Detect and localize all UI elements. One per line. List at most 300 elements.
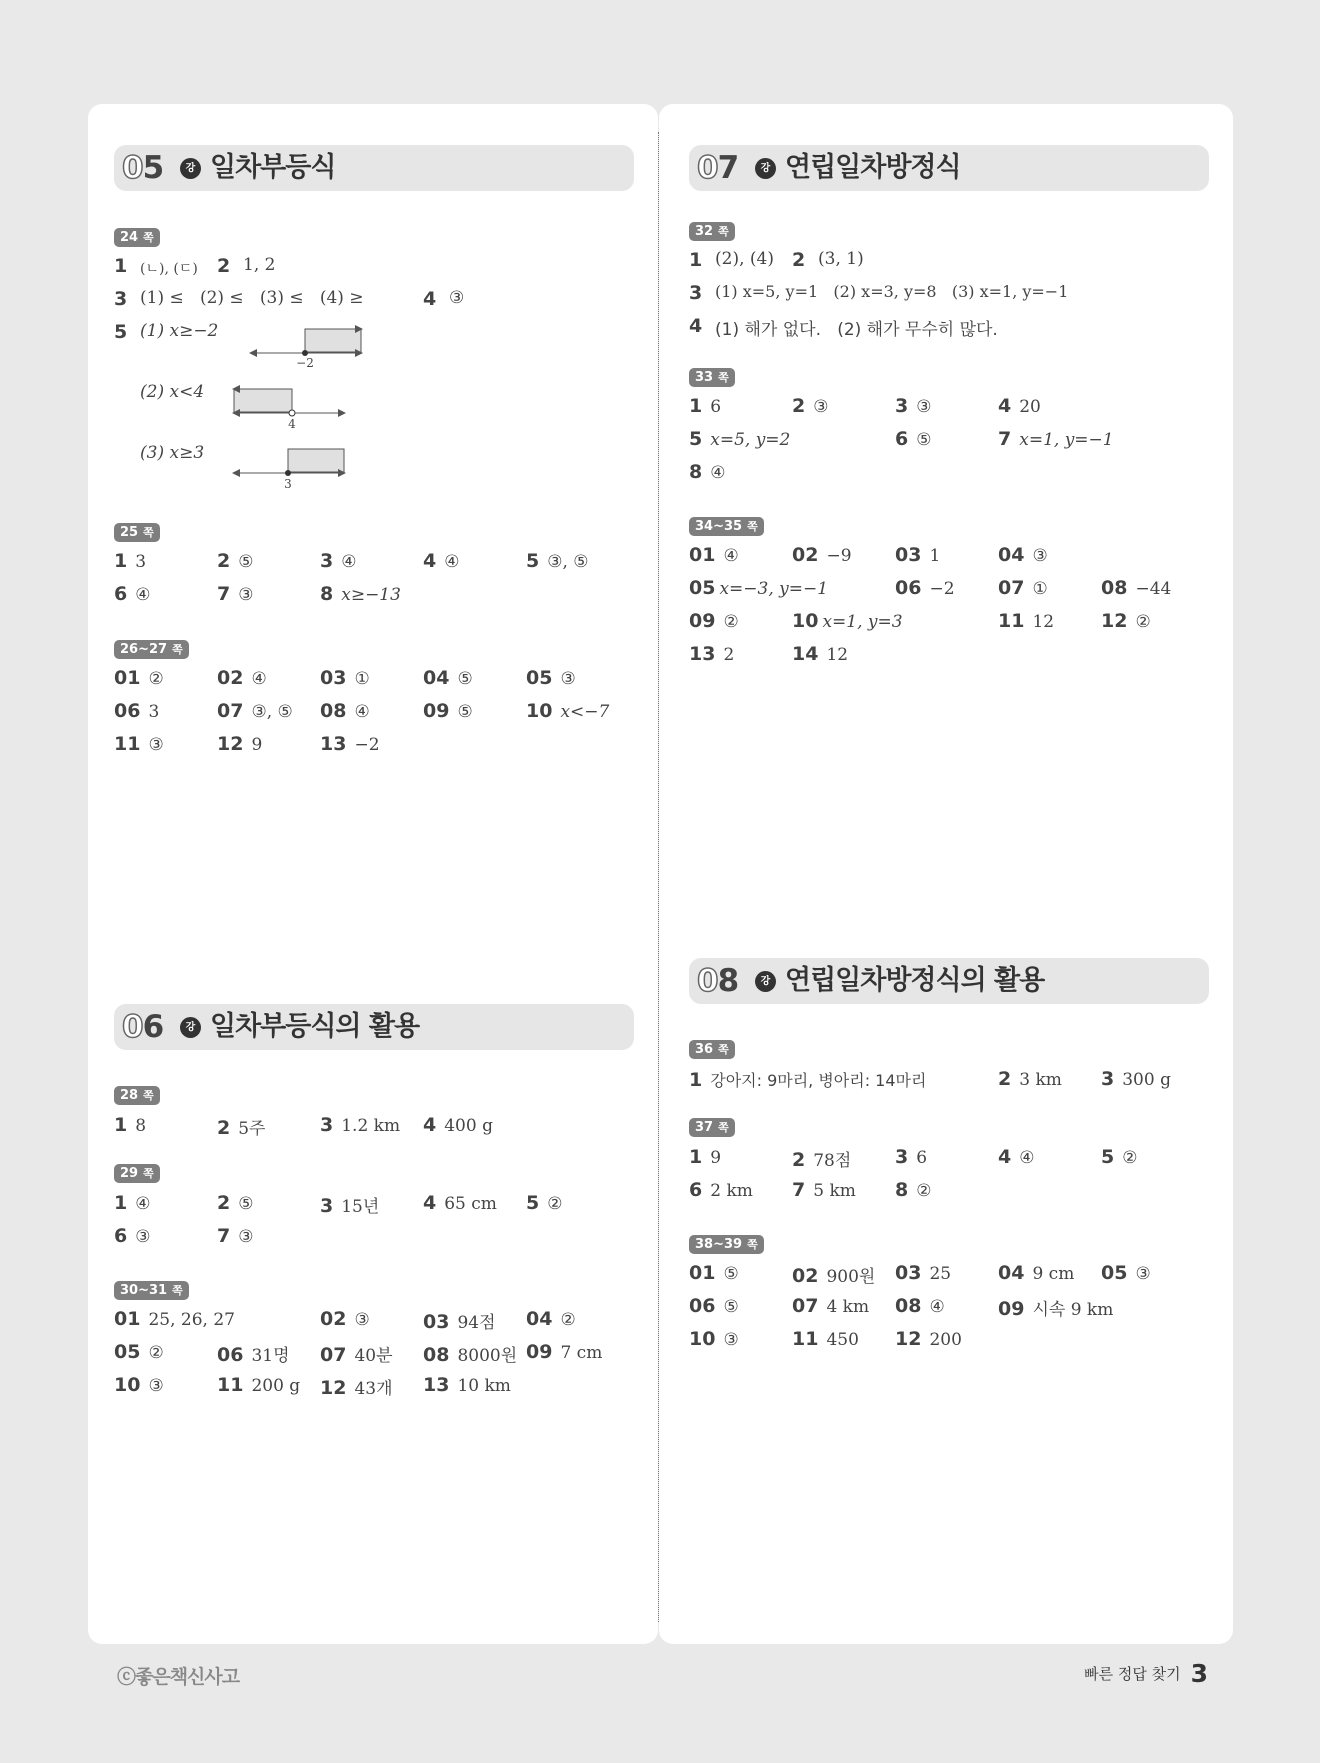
answer-item (423, 700, 473, 722)
answer-text: ③ (238, 585, 254, 605)
question-number: 3 (895, 1146, 909, 1168)
answer-text: 4 km (826, 1297, 870, 1317)
page-number: 30~31 (120, 1283, 168, 1298)
question-number: 10 (689, 1328, 716, 1350)
section-08 (689, 958, 1209, 1350)
question-number: 08 (1101, 577, 1128, 599)
answer-text: 시속 9 km (1032, 1300, 1114, 1320)
answer-text: 12 (1032, 612, 1055, 632)
answer-item (526, 1192, 562, 1214)
page-unit: 쪽 (718, 1121, 729, 1134)
section-05 (114, 145, 634, 755)
answer-item (217, 1374, 300, 1396)
answer-item (792, 1262, 875, 1287)
answer-item (998, 1146, 1034, 1168)
answer-item (217, 1114, 265, 1139)
answer-text: 65 cm (444, 1194, 497, 1214)
page-badge (689, 515, 764, 536)
page-unit: 쪽 (747, 520, 758, 533)
answer-item (423, 550, 459, 572)
answer-text: (ㄴ), (ㄷ) (140, 261, 198, 277)
page-number: 29 (120, 1166, 139, 1181)
footer-label: 빠른 정답 찾기 (1084, 1665, 1181, 1683)
section-number-digit: 0 (122, 150, 143, 186)
page-unit: 쪽 (747, 1238, 758, 1251)
answer-row (689, 1146, 1209, 1179)
answer-text: (2), (4) (715, 249, 774, 269)
answer-row (114, 255, 634, 288)
question-number: 08 (895, 1295, 922, 1317)
answer-text: (3, 1) (818, 249, 864, 269)
answer-text: ③ (916, 397, 932, 417)
question-number: 5 (526, 1192, 540, 1214)
answer-text: 3 (148, 702, 160, 722)
answer-text: 25, 26, 27 (148, 1310, 235, 1330)
question-number: 02 (320, 1308, 347, 1330)
answer-text: ② (148, 669, 164, 689)
question-number: 01 (689, 544, 716, 566)
answer-text: ③ (238, 1227, 254, 1247)
answer-row (689, 1179, 1209, 1212)
answer-item (320, 667, 370, 689)
answers-p25 (114, 550, 634, 616)
section-07 (689, 145, 1209, 665)
answer-item (320, 1374, 393, 1399)
answer-text: ④ (251, 669, 267, 689)
answer-text: (1) x=5, y=1 (2) x=3, y=8 (3) x=1, y=−1 (715, 282, 1069, 301)
answer-text: 300 g (1122, 1070, 1171, 1090)
question-number: 07 (998, 577, 1025, 599)
answer-item (895, 1179, 931, 1201)
answer-item (217, 1192, 253, 1214)
question-number: 05 (689, 577, 716, 599)
question-number: 10 (114, 1374, 141, 1396)
question-number: 12 (320, 1377, 347, 1399)
question-number: 3 (320, 550, 334, 572)
question-number: 09 (423, 700, 450, 722)
page-unit: 쪽 (143, 231, 154, 244)
answer-item (114, 1308, 235, 1330)
answer-text: ③ (560, 669, 576, 689)
answer-text: (3) x≥3 (140, 443, 205, 463)
publisher-logo: ⓒ좋은책신사고 (117, 1666, 240, 1688)
answer-item (895, 428, 931, 450)
question-number: 4 (998, 1146, 1012, 1168)
answer-item (526, 667, 576, 689)
answer-row (114, 1192, 634, 1225)
question-number: 2 (792, 249, 806, 271)
answer-item (998, 1262, 1074, 1284)
answer-text: ③ (1135, 1264, 1151, 1284)
answer-item (320, 733, 380, 755)
answer-item (895, 395, 931, 417)
question-number: 1 (114, 1114, 128, 1136)
answer-item (114, 1225, 150, 1247)
answer-text: x=1, y=3 (822, 612, 903, 632)
answer-text: ⑤ (723, 1297, 739, 1317)
page-unit: 쪽 (172, 643, 183, 656)
answer-item (114, 733, 164, 755)
question-number: 3 (114, 288, 128, 310)
tick-label: 4 (288, 417, 296, 431)
answer-item (320, 700, 370, 722)
answer-row (114, 1308, 634, 1341)
answer-text: 2 (723, 645, 735, 665)
question-number: 03 (423, 1311, 450, 1333)
section-number-digit: 0 (697, 150, 718, 186)
answer-item (895, 544, 940, 566)
answer-item (689, 461, 725, 483)
question-number: 4 (423, 1114, 437, 1136)
answer-row (114, 1225, 634, 1258)
answer-item (217, 667, 267, 689)
question-number: 04 (998, 544, 1025, 566)
question-number: 12 (895, 1328, 922, 1350)
lesson-badge: 강 (755, 158, 776, 179)
answer-text: 6 (916, 1148, 928, 1168)
answer-item (998, 544, 1048, 566)
answer-item (689, 643, 734, 665)
question-number: 02 (792, 544, 819, 566)
section-title: 연립일차방정식의 활용 (785, 965, 1045, 996)
answer-item (792, 544, 852, 566)
answer-text: ④ (710, 463, 726, 483)
answer-item (217, 1225, 253, 1247)
answer-item (792, 1328, 859, 1350)
answer-text: 9 (710, 1148, 722, 1168)
question-number: 12 (1101, 610, 1128, 632)
section-header (689, 958, 1209, 1004)
page-badge (689, 366, 735, 387)
answer-text: ② (916, 1181, 932, 1201)
question-number: 12 (217, 733, 244, 755)
answer-item (689, 1179, 753, 1201)
answers-p32 (689, 249, 1209, 348)
question-number: 05 (1101, 1262, 1128, 1284)
page-unit: 쪽 (718, 225, 729, 238)
section-number (122, 1009, 163, 1045)
answer-text: ② (560, 1310, 576, 1330)
question-number: 11 (998, 610, 1025, 632)
answer-text: −2 (929, 579, 955, 599)
answers-p38-39 (689, 1262, 1209, 1361)
answer-item (320, 583, 401, 605)
answer-item (114, 1114, 146, 1136)
answer-item (526, 1308, 576, 1330)
question-number: 14 (792, 643, 819, 665)
question-number: 1 (114, 255, 128, 277)
section-title: 일차부등식 (210, 152, 336, 183)
answer-text: ③, ⑤ (547, 552, 589, 572)
answer-row (689, 577, 1209, 610)
answer-item (998, 577, 1048, 599)
lesson-badge: 강 (755, 971, 776, 992)
question-number: 2 (217, 1192, 231, 1214)
answer-item (895, 1146, 927, 1168)
question-number: 7 (998, 428, 1012, 450)
answer-item (1101, 610, 1151, 632)
answer-row (114, 583, 634, 616)
page-unit: 쪽 (172, 1284, 183, 1297)
page-badge (689, 1233, 764, 1254)
answer-text: 900원 (826, 1267, 876, 1287)
question-number: 04 (423, 667, 450, 689)
page-badge (689, 1116, 735, 1137)
answer-row (114, 550, 634, 583)
answer-text: ④ (354, 702, 370, 722)
answer-row (114, 700, 634, 733)
answer-text: x=−3, y=−1 (719, 579, 829, 599)
answer-row (689, 610, 1209, 643)
question-number: 06 (114, 700, 141, 722)
answer-text: ⑤ (457, 702, 473, 722)
answer-item (895, 1328, 962, 1350)
answers-p28 (114, 1114, 634, 1147)
question-number: 8 (320, 583, 334, 605)
lesson-badge: 강 (180, 1017, 201, 1038)
answer-text: ④ (1019, 1148, 1035, 1168)
answer-text: 3 km (1019, 1070, 1062, 1090)
answer-text: 2 km (710, 1181, 753, 1201)
answers-p29 (114, 1192, 634, 1258)
answer-item (1101, 577, 1171, 599)
question-number: 06 (689, 1295, 716, 1317)
question-number: 07 (217, 700, 244, 722)
answer-text: 78점 (813, 1151, 852, 1171)
answer-item (217, 1341, 290, 1366)
answer-item (217, 733, 262, 755)
answer-text: 9 (251, 735, 263, 755)
question-number: 5 (114, 321, 128, 343)
answer-text: 7 cm (560, 1343, 603, 1363)
question-number: 13 (320, 733, 347, 755)
question-number: 6 (895, 428, 909, 450)
answer-text: ⑤ (238, 1194, 254, 1214)
answer-text: x=5, y=2 (710, 430, 791, 450)
answer-item (689, 610, 739, 632)
answer-item (895, 1262, 951, 1284)
answer-row (689, 282, 1209, 315)
question-number: 4 (423, 288, 437, 310)
question-number: 06 (217, 1344, 244, 1366)
answer-text: 8000원 (457, 1346, 518, 1366)
page-unit: 쪽 (143, 1167, 154, 1180)
question-number: 02 (792, 1265, 819, 1287)
answer-text: ② (723, 612, 739, 632)
answer-item (998, 428, 1114, 450)
page-badge (114, 521, 160, 542)
answers-p30-31 (114, 1308, 634, 1407)
question-number: 09 (526, 1341, 553, 1363)
question-number: 06 (895, 577, 922, 599)
answer-item (320, 1341, 393, 1366)
question-number: 08 (423, 1344, 450, 1366)
question-number: 03 (895, 1262, 922, 1284)
answer-item (423, 667, 473, 689)
answer-row (114, 667, 634, 700)
question-number: 04 (526, 1308, 553, 1330)
answer-text: ④ (135, 1194, 151, 1214)
question-number: 8 (895, 1179, 909, 1201)
question-number: 1 (114, 1192, 128, 1214)
answer-item (114, 1341, 164, 1363)
section-number-digit: 5 (142, 150, 164, 186)
page-number: 24 (120, 230, 139, 245)
answer-row (114, 1374, 634, 1407)
answer-item (217, 550, 253, 572)
answer-text: ② (1122, 1148, 1138, 1168)
answer-text: ④ (341, 552, 357, 572)
answer-item (689, 395, 721, 417)
question-number: 01 (689, 1262, 716, 1284)
answer-text: ③ (723, 1330, 739, 1350)
question-number: 08 (320, 700, 347, 722)
answer-row (689, 315, 1209, 348)
question-number: 2 (217, 1117, 231, 1139)
answer-text: 12 (826, 645, 849, 665)
answer-item (998, 610, 1054, 632)
answer-text: ② (1135, 612, 1151, 632)
answer-row (689, 461, 1209, 494)
answer-text: 5 km (813, 1181, 856, 1201)
answer-item (792, 1295, 869, 1317)
question-number: 11 (792, 1328, 819, 1350)
answer-text: 94점 (457, 1313, 496, 1333)
answer-item (114, 667, 164, 689)
answer-item (998, 1295, 1113, 1320)
page-badge (689, 1038, 735, 1059)
answer-text: ③ (135, 1227, 151, 1247)
question-number: 4 (689, 315, 703, 337)
page-badge (114, 1084, 160, 1105)
number-line-2 (232, 385, 472, 433)
answer-row (114, 1341, 634, 1374)
answer-item (114, 1192, 150, 1214)
answer-text: ③, ⑤ (251, 702, 293, 722)
page-badge (689, 220, 735, 241)
answer-item (895, 1295, 945, 1317)
answer-item (526, 700, 609, 722)
answer-text: ⑤ (238, 552, 254, 572)
question-number: 09 (689, 610, 716, 632)
answer-item (792, 1179, 856, 1201)
answer-item (423, 1341, 517, 1366)
answer-item (526, 550, 589, 572)
answer-text: 1, 2 (243, 255, 276, 275)
page-number: 34~35 (695, 519, 743, 534)
section-number (697, 150, 738, 186)
question-number: 1 (689, 1146, 703, 1168)
answer-row (689, 544, 1209, 577)
answer-item (689, 1068, 926, 1091)
answer-item (689, 1146, 721, 1168)
answer-row (689, 1295, 1209, 1328)
question-number: 4 (998, 395, 1012, 417)
answer-text: −9 (826, 546, 852, 566)
answer-text: 43개 (354, 1379, 393, 1399)
section-header (114, 145, 634, 191)
answer-text: (1) x≥−2 (140, 321, 219, 341)
answer-item (792, 610, 903, 632)
question-number: 4 (423, 550, 437, 572)
answer-item (320, 1114, 400, 1136)
answer-item (998, 1068, 1062, 1090)
answer-text: 400 g (444, 1116, 493, 1136)
question-number: 11 (217, 1374, 244, 1396)
answer-item (320, 550, 356, 572)
answer-text: ③ (354, 1310, 370, 1330)
answer-row (689, 643, 1209, 676)
answer-item (1101, 1146, 1137, 1168)
answer-row (689, 428, 1209, 461)
question-number: 1 (689, 395, 703, 417)
question-number: 6 (114, 1225, 128, 1247)
answers-p37 (689, 1146, 1209, 1212)
answer-text: ① (1032, 579, 1048, 599)
section-header (689, 145, 1209, 191)
answer-item (217, 700, 293, 722)
answer-text: 3 (135, 552, 147, 572)
question-number: 01 (114, 667, 141, 689)
question-number: 05 (114, 1341, 141, 1363)
page-badge (114, 1279, 189, 1300)
page-unit: 쪽 (143, 1089, 154, 1102)
answer-item (792, 643, 848, 665)
answer-text: 200 g (251, 1376, 301, 1396)
question-number: 10 (526, 700, 553, 722)
answer-text: x<−7 (560, 702, 610, 722)
question-number: 03 (320, 667, 347, 689)
section-number-digit: 7 (717, 150, 739, 186)
section-title: 연립일차방정식 (785, 152, 961, 183)
answer-text: 1.2 km (341, 1116, 401, 1136)
question-number: 07 (792, 1295, 819, 1317)
answer-row (114, 1114, 634, 1147)
question-number: 3 (1101, 1068, 1115, 1090)
answer-text: (2) x<4 (140, 382, 205, 402)
page-number: 36 (695, 1042, 714, 1057)
answer-item (689, 1295, 739, 1317)
section-06 (114, 1004, 634, 1399)
answer-text: ④ (135, 585, 151, 605)
column-divider (658, 132, 659, 1622)
lesson-badge: 강 (180, 158, 201, 179)
question-number: 2 (792, 1149, 806, 1171)
answer-item (998, 395, 1041, 417)
answer-row (689, 1262, 1209, 1295)
answer-text: 15년 (341, 1197, 380, 1217)
tick-label: −2 (296, 356, 314, 370)
answer-text: 9 cm (1032, 1264, 1075, 1284)
answer-text: −2 (354, 735, 380, 755)
answer-item (526, 1341, 602, 1363)
question-number: 7 (217, 583, 231, 605)
question-number: 13 (689, 643, 716, 665)
answer-text: ③ (148, 1376, 164, 1396)
page-number: 25 (120, 525, 139, 540)
page-unit: 쪽 (718, 371, 729, 384)
question-number: 4 (423, 1192, 437, 1214)
question-number: 8 (689, 461, 703, 483)
answer-text: ③ (148, 735, 164, 755)
answer-row (689, 249, 1209, 282)
answers-p33 (689, 395, 1209, 494)
answer-text: 450 (826, 1330, 859, 1350)
answer-item (423, 1308, 496, 1333)
answer-text: 10 km (457, 1376, 511, 1396)
answer-text: 8 (135, 1116, 147, 1136)
answer-row (689, 1328, 1209, 1361)
